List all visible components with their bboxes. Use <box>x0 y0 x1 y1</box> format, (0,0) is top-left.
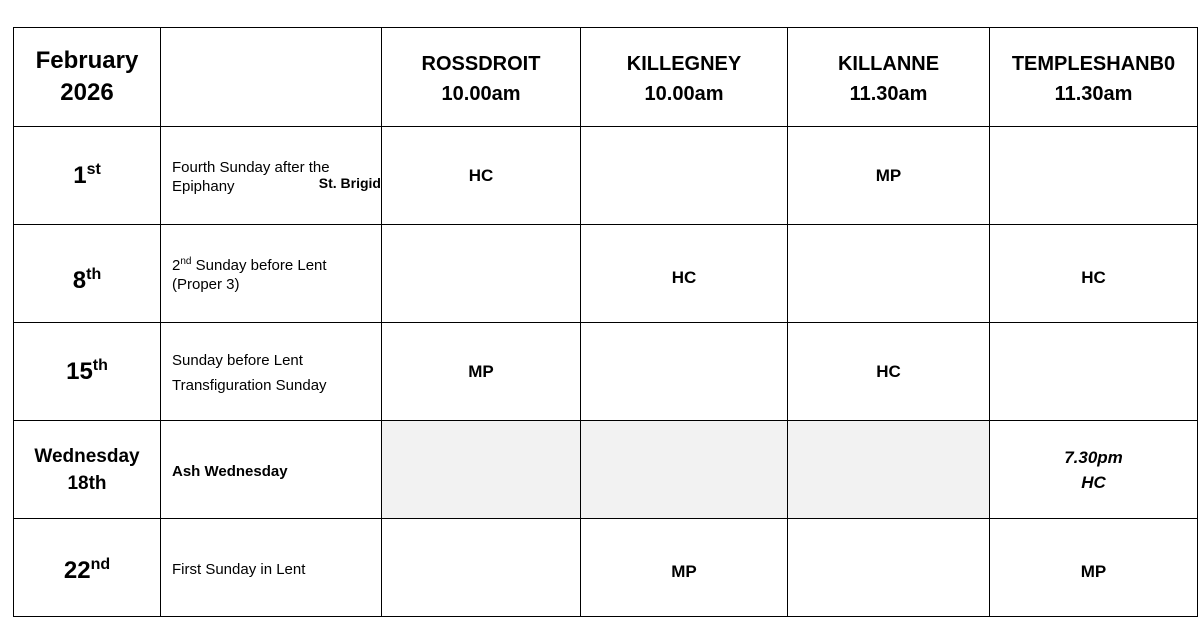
church-name: ROSSDROIT <box>421 53 541 75</box>
table-row <box>14 127 1198 225</box>
service-code: HC <box>1081 267 1106 287</box>
service-cell <box>788 519 990 617</box>
occasion-cell <box>161 225 382 323</box>
date-suffix: th <box>92 356 108 374</box>
occasion-line: Ash Wednesday <box>172 462 288 480</box>
service-cell <box>581 323 788 421</box>
occasion-line <box>172 256 381 275</box>
date-cell <box>14 421 161 519</box>
service-code: MP <box>1080 561 1107 581</box>
table-row <box>14 225 1198 323</box>
date-cell <box>14 127 161 225</box>
date-suffix: st <box>86 160 101 178</box>
service-code: MP <box>468 361 494 381</box>
service-cell <box>990 421 1198 519</box>
service-code: HC <box>468 165 494 185</box>
date-number: 22 <box>63 556 91 584</box>
occasion-line: First Sunday in Lent <box>172 560 306 578</box>
month-cell <box>14 28 161 127</box>
service-code: HC <box>876 361 901 381</box>
header-row <box>14 28 1198 127</box>
date-cell <box>14 519 161 617</box>
service-cell-shaded <box>581 421 788 519</box>
service-cell <box>382 323 581 421</box>
occasion-line: Sunday before Lent <box>172 352 303 369</box>
service-time: 7.30pm <box>1064 447 1123 467</box>
service-code: MP <box>875 165 902 185</box>
saint-day: St. Brigid <box>318 175 381 191</box>
occasion-line: Transfiguration Sunday <box>172 377 327 394</box>
service-cell <box>788 323 990 421</box>
service-rota-table <box>13 27 1198 617</box>
church-name: KILLEGNEY <box>626 53 742 75</box>
date-day: 18th <box>67 472 107 494</box>
service-cell <box>581 127 788 225</box>
service-code: HC <box>671 267 697 287</box>
occasion-line: (Proper 3) <box>172 276 240 293</box>
date-number: 15 <box>66 357 93 385</box>
service-cell-shaded <box>788 421 990 519</box>
church-header-rossdroit <box>382 28 581 127</box>
service-code: HC <box>1081 472 1106 492</box>
service-cell <box>581 519 788 617</box>
date-number: 8 <box>72 266 87 294</box>
occasion-cell <box>161 519 382 617</box>
occasion-line: Fourth Sunday after the <box>172 159 330 176</box>
date-cell <box>14 323 161 421</box>
occasion-cell <box>161 127 382 225</box>
occasion-line: Epiphany <box>172 178 235 195</box>
date-cell <box>14 225 161 323</box>
table-row <box>14 421 1198 519</box>
date-suffix: nd <box>90 555 111 573</box>
service-cell <box>990 323 1198 421</box>
date-weekday: Wednesday <box>34 445 140 467</box>
church-header-killanne <box>788 28 990 127</box>
church-name: TEMPLESHANB0 <box>1011 53 1176 75</box>
church-time: 10.00am <box>441 83 521 105</box>
church-time: 11.30am <box>1054 83 1133 105</box>
occasion-cell <box>161 323 382 421</box>
occasion-header-cell <box>161 28 382 127</box>
date-suffix: th <box>86 265 102 283</box>
service-cell <box>581 225 788 323</box>
service-cell <box>990 225 1198 323</box>
occasion-ordinal-number: 2 <box>172 257 181 274</box>
date-number: 1 <box>73 161 87 189</box>
month-year: 2026 <box>60 79 114 106</box>
month-name: February <box>35 47 139 74</box>
service-cell <box>990 519 1198 617</box>
occasion-ordinal-suffix: nd <box>180 256 192 267</box>
occasion-cell <box>161 421 382 519</box>
church-time: 10.00am <box>644 83 724 105</box>
church-header-templeshanbo <box>990 28 1198 127</box>
table-row <box>14 519 1198 617</box>
church-time: 11.30am <box>849 83 928 105</box>
service-cell <box>990 127 1198 225</box>
service-cell <box>382 127 581 225</box>
table-row <box>14 323 1198 421</box>
service-cell <box>788 127 990 225</box>
service-cell <box>788 225 990 323</box>
service-cell <box>382 519 581 617</box>
occasion-text: Sunday before Lent <box>191 257 327 274</box>
church-header-killegney <box>581 28 788 127</box>
service-cell-shaded <box>382 421 581 519</box>
church-name: KILLANNE <box>837 53 940 75</box>
service-cell <box>382 225 581 323</box>
service-code: MP <box>671 561 697 581</box>
